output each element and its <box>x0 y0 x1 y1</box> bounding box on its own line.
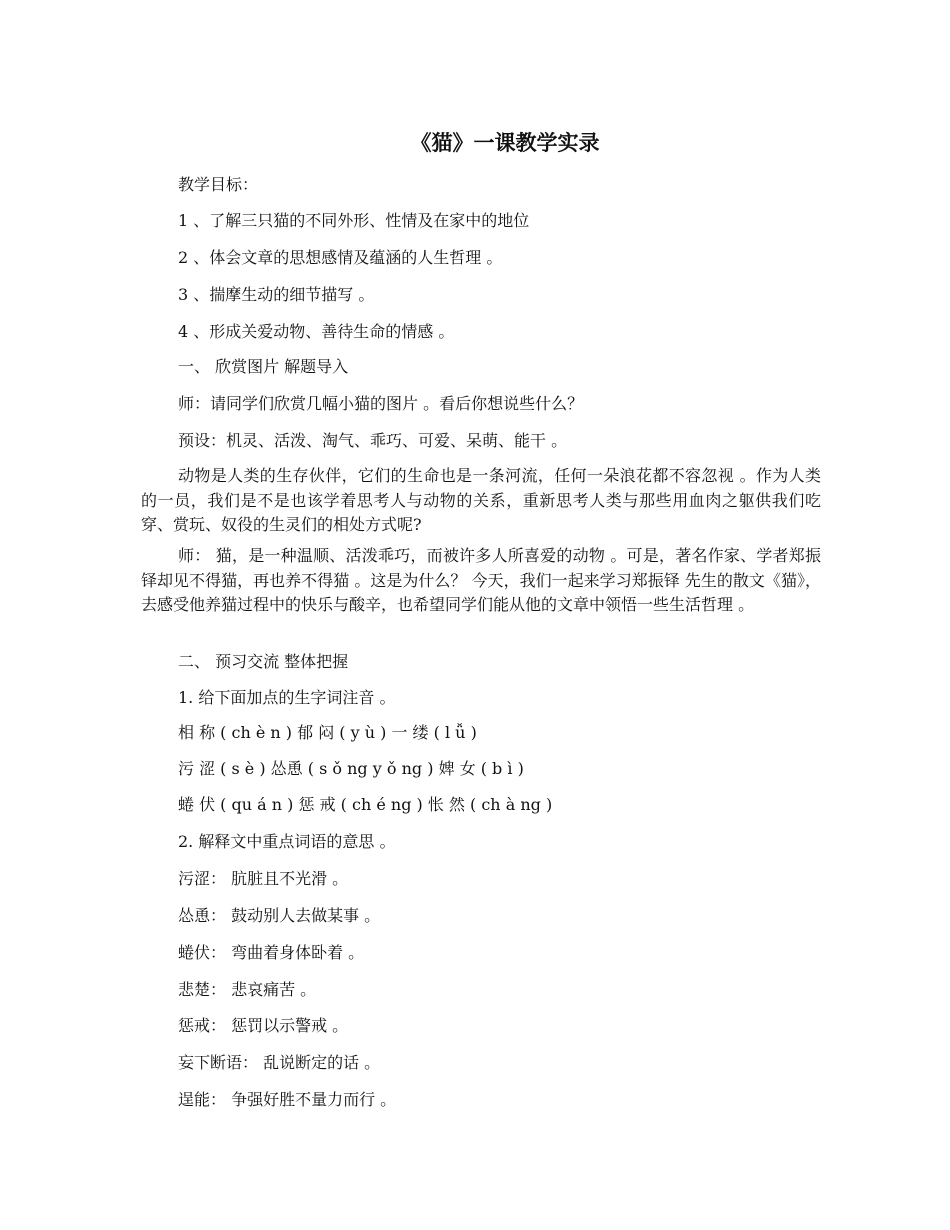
section2-heading: 二、 预习交流 整体把握 <box>178 652 349 671</box>
task1-label: 1. 给下面加点的生字词注音 。 <box>178 688 396 707</box>
objective-item-3: 3 、揣摩生动的细节描写 。 <box>178 285 375 304</box>
definition-item: 悲楚： 悲哀痛苦 。 <box>178 980 317 999</box>
definition-item: 妄下断语： 乱说断定的话 。 <box>178 1053 381 1072</box>
paragraph-teacher-intro: 师： 猫，是一种温顺、活泼乖巧，而被许多人所喜爱的动物 。可是，著名作家、学者郑振铎却见不得猫，再也养不得猫 。这是为什么？ 今天，我们一起来学习郑振铎 先生的散文《猫》，去感受他养猫过程中的快乐与酸辛，也希望同学们能从他的文章中领悟一些生活哲理 。 <box>141 546 821 614</box>
definition-item: 惩戒： 惩罚以示警戒 。 <box>178 1016 349 1035</box>
definition-item: 怂恿： 鼓动别人去做某事 。 <box>178 906 381 925</box>
objective-item-2: 2 、体会文章的思想感情及蕴涵的人生哲理 。 <box>178 248 503 267</box>
document-title: 《猫》一课教学实录 <box>410 130 600 155</box>
objective-item-4: 4 、形成关爱动物、善待生命的情感 。 <box>178 322 455 341</box>
paragraph-animals: 动物是人类的生存伙伴，它们的生命也是一条河流，任何一朵浪花都不容忽视 。作为人类的一员，我们是不是也该学着思考人与动物的关系，重新思考人类与那些用血肉之躯供我们吃穿、赏玩、奴役的生灵们的相处方式呢? <box>141 466 821 534</box>
definition-item: 逞能： 争强好胜不量力而行 。 <box>178 1090 397 1109</box>
section1-heading: 一、 欣赏图片 解题导入 <box>178 357 349 376</box>
definition-item: 蜷伏： 弯曲着身体卧着 。 <box>178 943 365 962</box>
teacher-question: 师：请同学们欣赏几幅小猫的图片 。看后你想说些什么？ <box>178 394 584 413</box>
task2-label: 2. 解释文中重点词语的意思 。 <box>178 832 396 851</box>
preset-answers: 预设：机灵、活泼、淘气、乖巧、可爱、呆萌、能干 。 <box>178 431 568 450</box>
pinyin-row-3: 蜷 伏 ( qu á n ) 惩 戒 ( ch é ng ) 怅 然 ( ch à ng ) <box>178 795 553 814</box>
objective-item-1: 1 、了解三只猫的不同外形、性情及在家中的地位 <box>178 211 530 230</box>
pinyin-row-1: 相 称 ( ch è n ) 郁 闷 ( y ù ) 一 缕 ( l ǚ ) <box>178 723 477 742</box>
objectives-heading: 教学目标： <box>178 175 259 194</box>
definition-item: 污涩： 肮脏且不光滑 。 <box>178 869 349 888</box>
pinyin-row-2: 污 涩 ( s è ) 怂恿 ( s ǒ ng y ǒ ng ) 婢 女 ( b ì ) <box>178 759 524 778</box>
